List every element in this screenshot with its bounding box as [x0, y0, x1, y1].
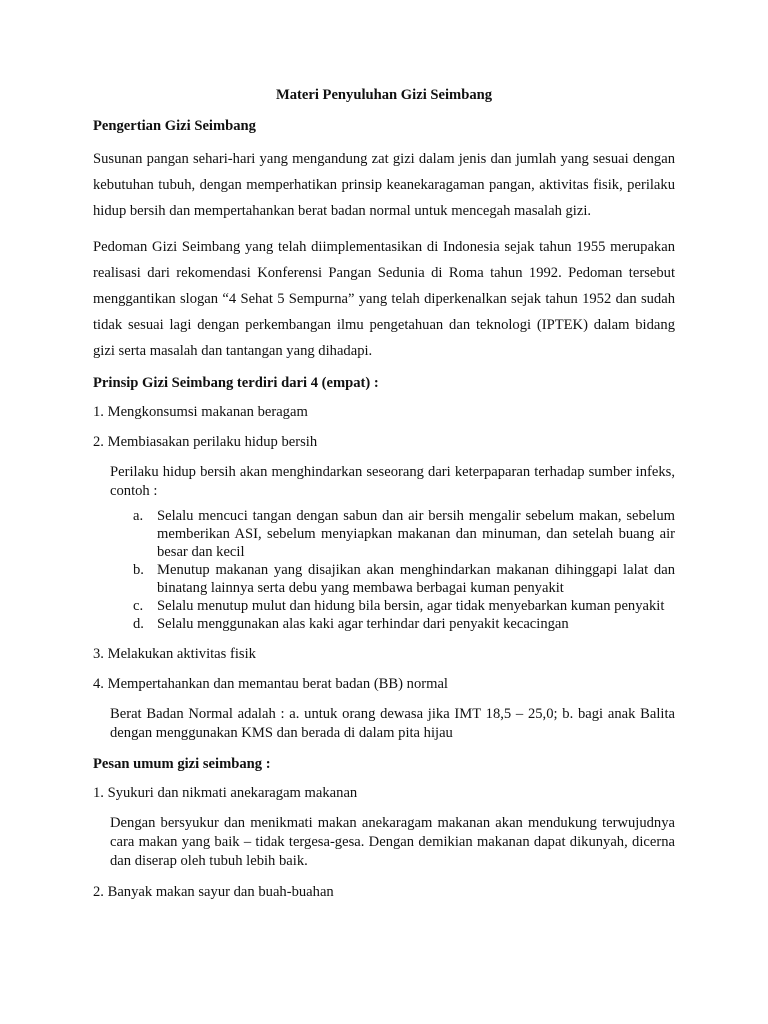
section-heading-prinsip: Prinsip Gizi Seimbang terdiri dari 4 (empat) :	[93, 374, 379, 391]
list-marker: d.	[133, 615, 144, 632]
principle-item-1: 1. Mengkonsumsi makanan beragam	[93, 403, 308, 420]
list-item-text: Menutup makanan yang disajikan akan menghindarkan makanan dihinggapi lalat dan binatang lainnya serta debu yang membawa berbagai kuman penyakit	[157, 561, 675, 596]
paragraph-definition: Susunan pangan sehari-hari yang mengandung zat gizi dalam jenis dan jumlah yang sesuai dengan kebutuhan tubuh, dengan memperhatikan prinsip keanekaragaman pangan, aktivitas fisik, perilaku hidup bersih dan mempertahankan berat badan normal untuk mencegah masalah gizi.	[93, 150, 675, 219]
list-marker: c.	[133, 597, 144, 614]
list-item-text: Selalu menutup mulut dan hidung bila bersin, agar tidak menyebarkan kuman penyakit	[157, 597, 665, 614]
list-item-text: Selalu menggunakan alas kaki agar terhindar dari penyakit kecacingan	[157, 615, 569, 632]
document-title: Materi Penyuluhan Gizi Seimbang	[275, 87, 493, 103]
list-item-text: Selalu mencuci tangan dengan sabun dan air bersih mengalir sebelum makan, sebelum memberikan ASI, sebelum menyiapkan makanan dan minuman, dan setelah buang air besar dan kecil	[157, 507, 675, 560]
principle-item-2: 2. Membiasakan perilaku hidup bersih	[93, 433, 318, 450]
list-marker: b.	[133, 561, 144, 578]
message-item-1-description: Dengan bersyukur dan menikmati makan anekaragam makanan akan mendukung terwujudnya cara makan yang baik – tidak tergesa-gesa. Dengan demikian makanan dapat dikunyah, dicerna dan diserap oleh tubuh lebih baik.	[110, 814, 675, 869]
principle-item-4: 4. Mempertahankan dan memantau berat badan (BB) normal	[93, 675, 448, 692]
list-item	[133, 507, 675, 561]
list-marker: a.	[133, 507, 144, 524]
list-item	[133, 597, 675, 615]
principle-item-2-description: Perilaku hidup bersih akan menghindarkan seseorang dari keterpaparan terhadap sumber infeks, contoh :	[110, 463, 675, 499]
list-item	[133, 615, 675, 633]
section-heading-pengertian: Pengertian Gizi Seimbang	[93, 117, 256, 134]
section-heading-pesan: Pesan umum gizi seimbang :	[93, 755, 271, 772]
principle-item-3: 3. Melakukan aktivitas fisik	[93, 645, 256, 662]
paragraph-pedoman: Pedoman Gizi Seimbang yang telah diimplementasikan di Indonesia sejak tahun 1955 merupakan realisasi dari rekomendasi Konferensi Pangan Sedunia di Roma tahun 1992. Pedoman tersebut menggantikan slogan “4 Sehat 5 Sempurna” yang telah diperkenalkan sejak tahun 1952 dan sudah tidak sesuai lagi dengan perkembangan ilmu pengetahuan dan teknologi (IPTEK) dalam bidang gizi serta masalah dan tantangan yang dihadapi.	[93, 238, 675, 359]
list-item	[133, 561, 675, 597]
message-item-2: 2. Banyak makan sayur dan buah-buahan	[93, 883, 334, 900]
document-page	[93, 86, 675, 913]
principle-item-4-description: Berat Badan Normal adalah : a. untuk orang dewasa jika IMT 18,5 – 25,0; b. bagi anak Balita dengan menggunakan KMS dan berada di dalam pita hijau	[110, 705, 675, 741]
message-item-1: 1. Syukuri dan nikmati anekaragam makanan	[93, 784, 358, 801]
hygiene-examples-list	[133, 507, 675, 633]
